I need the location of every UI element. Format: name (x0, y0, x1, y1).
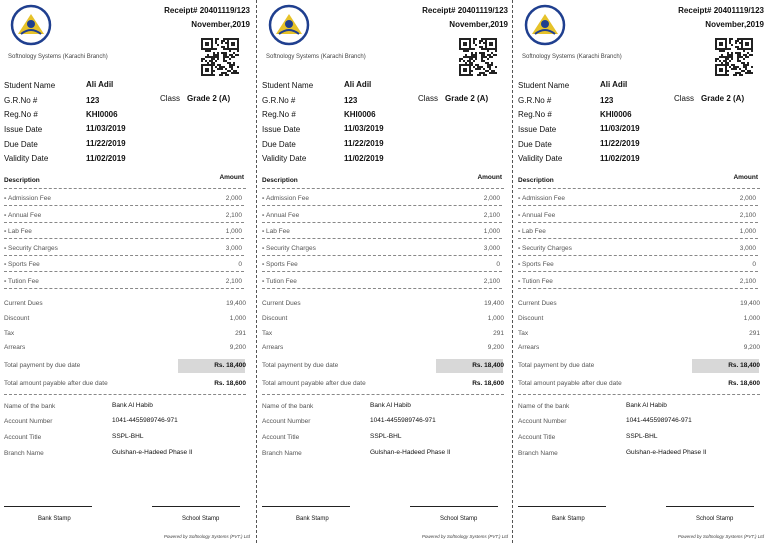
account-number: 1041-4455989746-971 (112, 417, 178, 424)
account-title-label: Account Title (4, 434, 42, 441)
school-stamp-line (666, 506, 754, 507)
fee-name: Admission Fee (522, 195, 565, 202)
fee-name: Lab Fee (266, 228, 290, 235)
fee-amount: 3,000 (739, 244, 756, 252)
table-top-rule (518, 188, 760, 189)
school-stamp-label: School Stamp (182, 516, 220, 522)
gr-label: G.R.No # (518, 96, 552, 105)
fee-amount: 2,100 (483, 211, 500, 219)
fee-row (4, 192, 244, 206)
due-date: 11/22/2019 (344, 139, 384, 148)
fee-row (4, 242, 244, 256)
fee-name: Tution Fee (8, 277, 39, 285)
fee-amount: 1,000 (739, 228, 756, 235)
due-date: 11/22/2019 (86, 139, 126, 148)
bank-stamp-line (518, 506, 606, 507)
table-top-rule (262, 188, 504, 189)
fee-name: Admission Fee (8, 195, 51, 202)
fee-name: Security Charges (8, 244, 58, 252)
reg-number: KHI0006 (86, 110, 118, 119)
total-by-due-label: Total payment by due date (262, 362, 339, 369)
validity-date-label: Validity Date (518, 154, 563, 163)
current-dues-amount: 19,400 (226, 300, 246, 307)
student-name-label: Student Name (262, 81, 314, 90)
arrears-label: Arrears (4, 344, 26, 351)
reg-number: KHI0006 (600, 110, 632, 119)
fee-amount: 2,100 (225, 277, 242, 285)
row-bullet: - (262, 195, 265, 202)
account-number-label: Account Number (262, 418, 311, 425)
total-by-due-amount: Rs. 18,400 (214, 362, 246, 369)
reg-number: KHI0006 (344, 110, 376, 119)
fee-row (518, 242, 758, 256)
org-name: Softnology Systems (Karachi Branch) (8, 54, 108, 60)
branch-name: Gulshan-e-Hadeed Phase II (626, 449, 707, 456)
total-by-due-amount: Rs. 18,400 (728, 362, 760, 369)
discount-amount: 1,000 (743, 315, 760, 322)
school-stamp-line (152, 506, 240, 507)
bank-name-label: Name of the bank (262, 403, 314, 410)
account-title-label: Account Title (262, 434, 300, 441)
account-number-label: Account Number (4, 418, 53, 425)
school-stamp-line (410, 506, 498, 507)
fee-amount: 2,000 (739, 195, 756, 202)
class-value: Grade 2 (A) (187, 94, 231, 103)
powered-by: Powered by Softnology Systems (PVT.) Ltd (677, 534, 764, 539)
cut-line (512, 0, 513, 543)
fee-amount: 2,100 (739, 277, 756, 285)
total-after-due-amount: Rs. 18,600 (728, 380, 760, 387)
fee-name: Sports Fee (266, 261, 298, 268)
amount-header: Amount (733, 174, 758, 181)
powered-by: Powered by Softnology Systems (PVT.) Ltd (163, 534, 250, 539)
fee-row (4, 225, 244, 239)
fee-amount: 3,000 (483, 244, 500, 252)
class-label: Class (674, 94, 695, 103)
discount-label: Discount (4, 315, 30, 322)
total-by-due-label: Total payment by due date (518, 362, 595, 369)
account-title: SSPL-BHL (626, 433, 658, 440)
fee-row (518, 209, 758, 223)
issue-date-label: Issue Date (518, 125, 557, 134)
account-title: SSPL-BHL (370, 433, 402, 440)
bank-name: Bank Al Habib (626, 402, 667, 409)
fee-row (262, 192, 502, 206)
arrears-amount: 9,200 (229, 344, 246, 351)
row-bullet: - (4, 211, 7, 219)
issue-date: 11/03/2019 (344, 124, 384, 133)
row-bullet: - (4, 244, 7, 252)
fee-amount: 1,000 (483, 228, 500, 235)
current-dues-amount: 19,400 (740, 300, 760, 307)
arrears-label: Arrears (518, 344, 540, 351)
bank-name: Bank Al Habib (112, 402, 153, 409)
row-bullet: - (262, 277, 265, 285)
fee-row (4, 258, 244, 272)
current-dues-label: Current Dues (4, 300, 43, 307)
account-number: 1041-4455989746-971 (626, 417, 692, 424)
branch-name-label: Branch Name (4, 450, 44, 457)
validity-date: 11/02/2019 (600, 154, 640, 163)
issue-date: 11/03/2019 (86, 124, 126, 133)
fee-amount: 2,100 (483, 277, 500, 285)
tax-label: Tax (4, 330, 15, 337)
row-bullet: - (518, 228, 521, 235)
branch-name: Gulshan-e-Hadeed Phase II (112, 449, 193, 456)
org-name: Softnology Systems (Karachi Branch) (522, 54, 622, 60)
fee-row (262, 258, 502, 272)
class-label: Class (160, 94, 181, 103)
fee-amount: 2,100 (225, 211, 242, 219)
receipt-number: Receipt# 20401119/123 (678, 6, 764, 15)
discount-amount: 1,000 (487, 315, 504, 322)
row-bullet: - (262, 211, 265, 219)
tax-amount: 291 (749, 330, 760, 337)
fee-amount: 3,000 (225, 244, 242, 252)
amount-header: Amount (477, 174, 502, 181)
branch-name: Gulshan-e-Hadeed Phase II (370, 449, 451, 456)
row-bullet: - (518, 211, 521, 219)
current-dues-label: Current Dues (518, 300, 557, 307)
receipt-month: November,2019 (191, 20, 250, 29)
amount-header: Amount (219, 174, 244, 181)
fee-name: Annual Fee (522, 211, 556, 219)
bank-stamp-line (4, 506, 92, 507)
row-bullet: - (4, 277, 7, 285)
total-by-due-label: Total payment by due date (4, 362, 81, 369)
tax-amount: 291 (493, 330, 504, 337)
current-dues-label: Current Dues (262, 300, 301, 307)
description-header: Description (262, 177, 298, 184)
gr-label: G.R.No # (4, 96, 38, 105)
fee-row (262, 242, 502, 256)
summary-rule (4, 394, 246, 395)
fee-row (518, 225, 758, 239)
student-name-label: Student Name (4, 81, 56, 90)
fee-amount: 2,100 (739, 211, 756, 219)
gr-number: 123 (86, 96, 100, 105)
validity-date-label: Validity Date (262, 154, 307, 163)
row-bullet: - (518, 244, 521, 252)
reg-label: Reg.No # (518, 110, 552, 119)
reg-label: Reg.No # (262, 110, 296, 119)
gr-number: 123 (600, 96, 614, 105)
fee-name: Sports Fee (8, 261, 40, 268)
branch-name-label: Branch Name (518, 450, 558, 457)
total-by-due-amount: Rs. 18,400 (472, 362, 504, 369)
fee-name: Annual Fee (266, 211, 300, 219)
fee-name: Security Charges (522, 244, 572, 252)
class-value: Grade 2 (A) (701, 94, 745, 103)
validity-date: 11/02/2019 (86, 154, 126, 163)
tax-amount: 291 (235, 330, 246, 337)
fee-row (4, 275, 244, 289)
row-bullet: - (4, 228, 7, 235)
row-bullet: - (518, 195, 521, 202)
summary-rule (262, 394, 504, 395)
discount-label: Discount (518, 315, 544, 322)
fee-name: Annual Fee (8, 211, 42, 219)
due-date-label: Due Date (518, 140, 552, 149)
current-dues-amount: 19,400 (484, 300, 504, 307)
fee-name: Lab Fee (522, 228, 546, 235)
total-after-due-label: Total amount payable after due date (518, 380, 622, 387)
issue-date-label: Issue Date (4, 125, 43, 134)
due-date-label: Due Date (262, 140, 296, 149)
tax-label: Tax (262, 330, 273, 337)
bank-stamp-line (262, 506, 350, 507)
cut-line (256, 0, 257, 543)
fee-row (518, 275, 758, 289)
school-logo (10, 4, 52, 46)
tax-label: Tax (518, 330, 529, 337)
fee-row (262, 209, 502, 223)
due-date-label: Due Date (4, 140, 38, 149)
fee-row (518, 258, 758, 272)
fee-amount: 2,000 (225, 195, 242, 202)
school-logo (524, 4, 566, 46)
arrears-amount: 9,200 (743, 344, 760, 351)
receipt-month: November,2019 (705, 20, 764, 29)
fee-row (262, 225, 502, 239)
class-value: Grade 2 (A) (445, 94, 489, 103)
student-name-label: Student Name (518, 81, 570, 90)
fee-amount: 1,000 (225, 228, 242, 235)
qr-code (459, 38, 497, 76)
fee-row (4, 209, 244, 223)
validity-date: 11/02/2019 (344, 154, 384, 163)
receipt-month: November,2019 (449, 20, 508, 29)
class-label: Class (418, 94, 439, 103)
student-name: Ali Adil (344, 80, 372, 89)
reg-label: Reg.No # (4, 110, 38, 119)
row-bullet: - (262, 244, 265, 252)
receipt-copy-2 (258, 0, 512, 543)
description-header: Description (4, 177, 40, 184)
account-number: 1041-4455989746-971 (370, 417, 436, 424)
row-bullet: - (4, 195, 7, 202)
bank-name: Bank Al Habib (370, 402, 411, 409)
fee-name: Security Charges (266, 244, 316, 252)
receipt-copy-1 (0, 0, 254, 543)
bank-name-label: Name of the bank (518, 403, 570, 410)
total-after-due-amount: Rs. 18,600 (472, 380, 504, 387)
total-after-due-label: Total amount payable after due date (262, 380, 366, 387)
fee-name: Tution Fee (266, 277, 297, 285)
org-name: Softnology Systems (Karachi Branch) (266, 54, 366, 60)
qr-code (201, 38, 239, 76)
issue-date: 11/03/2019 (600, 124, 640, 133)
fee-amount: 2,000 (483, 195, 500, 202)
bank-stamp-label: Bank Stamp (38, 516, 71, 522)
fee-name: Lab Fee (8, 228, 32, 235)
account-number-label: Account Number (518, 418, 567, 425)
account-title: SSPL-BHL (112, 433, 144, 440)
due-date: 11/22/2019 (600, 139, 640, 148)
validity-date-label: Validity Date (4, 154, 49, 163)
branch-name-label: Branch Name (262, 450, 302, 457)
discount-amount: 1,000 (229, 315, 246, 322)
description-header: Description (518, 177, 554, 184)
row-bullet: - (518, 261, 521, 268)
discount-label: Discount (262, 315, 288, 322)
arrears-label: Arrears (262, 344, 284, 351)
school-logo (268, 4, 310, 46)
school-stamp-label: School Stamp (696, 516, 734, 522)
qr-code (715, 38, 753, 76)
row-bullet: - (4, 261, 7, 268)
fee-amount: 0 (238, 261, 242, 268)
powered-by: Powered by Softnology Systems (PVT.) Ltd (421, 534, 508, 539)
school-stamp-label: School Stamp (440, 516, 478, 522)
student-name: Ali Adil (600, 80, 628, 89)
arrears-amount: 9,200 (487, 344, 504, 351)
fee-row (262, 275, 502, 289)
row-bullet: - (262, 261, 265, 268)
fee-amount: 0 (752, 261, 756, 268)
receipt-copy-3 (514, 0, 768, 543)
fee-name: Tution Fee (522, 277, 553, 285)
table-top-rule (4, 188, 246, 189)
issue-date-label: Issue Date (262, 125, 301, 134)
receipt-number: Receipt# 20401119/123 (164, 6, 250, 15)
fee-amount: 0 (496, 261, 500, 268)
bank-name-label: Name of the bank (4, 403, 56, 410)
total-after-due-label: Total amount payable after due date (4, 380, 108, 387)
gr-label: G.R.No # (262, 96, 296, 105)
fee-name: Sports Fee (522, 261, 554, 268)
bank-stamp-label: Bank Stamp (296, 516, 329, 522)
row-bullet: - (518, 277, 521, 285)
summary-rule (518, 394, 760, 395)
fee-name: Admission Fee (266, 195, 309, 202)
gr-number: 123 (344, 96, 358, 105)
account-title-label: Account Title (518, 434, 556, 441)
receipt-number: Receipt# 20401119/123 (422, 6, 508, 15)
bank-stamp-label: Bank Stamp (552, 516, 585, 522)
fee-row (518, 192, 758, 206)
student-name: Ali Adil (86, 80, 114, 89)
total-after-due-amount: Rs. 18,600 (214, 380, 246, 387)
row-bullet: - (262, 228, 265, 235)
